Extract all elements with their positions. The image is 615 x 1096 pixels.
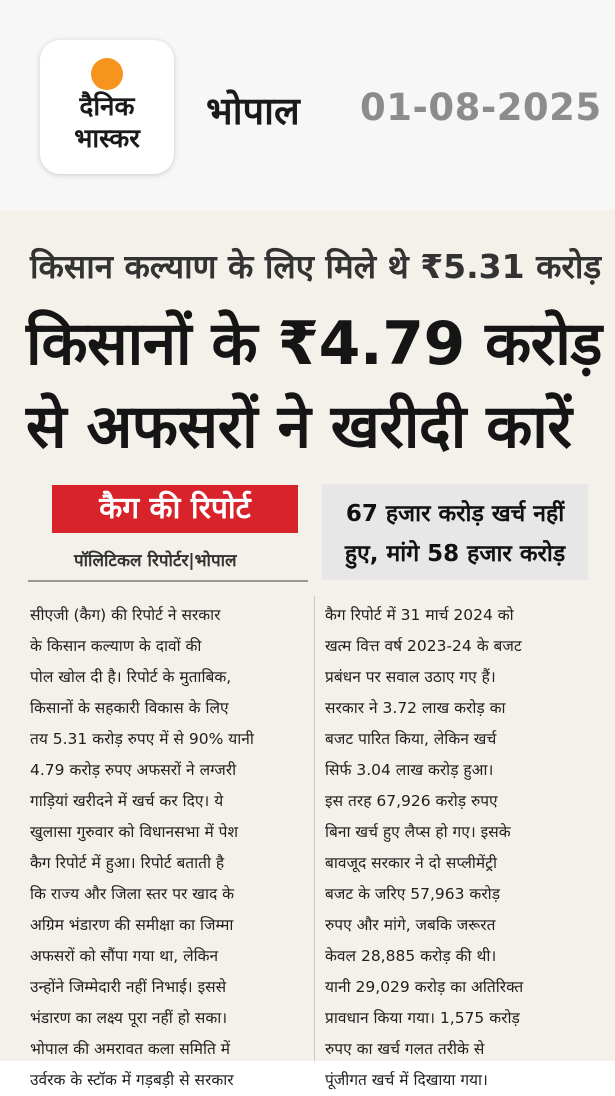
body-text-line: सिर्फ 3.04 लाख करोड़ हुआ। [325, 761, 494, 779]
sidebox-line-2: हुए, मांगे 58 हजार करोड़ [344, 541, 566, 567]
body-text-line: रुपए का खर्च गलत तरीके से [325, 1040, 485, 1058]
byline-rule [28, 580, 308, 582]
body-text-line: केवल 28,885 करोड़ की थी। [325, 947, 497, 965]
column-divider [314, 596, 315, 1061]
body-text-line: खत्म वित्त वर्ष 2023-24 के बजट [325, 637, 522, 655]
body-text-line: भोपाल की अमरावत कला समिति में [30, 1040, 231, 1058]
body-text-line: बजट के जरिए 57,963 करोड़ [325, 885, 500, 903]
body-text-line: खुलासा गुरुवार को विधानसभा में पेश [30, 823, 239, 841]
article-column-1 [30, 600, 308, 1096]
dainik-bhaskar-logo[interactable] [40, 40, 174, 174]
body-text-line: भंडारण का लक्ष्य पूरा नहीं हो सका। [30, 1009, 228, 1027]
body-text-line: बावजूद सरकार ने दो सप्लीमेंट्री [325, 854, 497, 872]
edition-city: भोपाल [206, 89, 300, 133]
body-text-line: तय 5.31 करोड़ रुपए में से 90% यानी [30, 730, 254, 748]
body-text-line: बजट पारित किया, लेकिन खर्च [325, 730, 497, 748]
byline: पॉलिटिकल रिपोर्टर|भोपाल [74, 551, 237, 571]
body-text-line: सरकार ने 3.72 लाख करोड़ का [325, 699, 506, 717]
body-text-line: अफसरों को सौंपा गया था, लेकिन [30, 947, 219, 965]
edition-date: 01-08-2025 [360, 86, 602, 129]
report-tag: कैग की रिपोर्ट [52, 485, 298, 533]
article-column-2 [325, 600, 590, 1096]
body-text-line: कैग रिपोर्ट में 31 मार्च 2024 को [325, 606, 514, 624]
body-text-line: प्रावधान किया गया। 1,575 करोड़ [325, 1009, 520, 1027]
body-text-line: प्रबंधन पर सवाल उठाए गए हैं। [325, 668, 496, 686]
body-text-line: 4.79 करोड़ रुपए अफसरों ने लग्जरी [30, 761, 237, 779]
headline-line-1: किसानों के ₹4.79 करोड़ [26, 309, 602, 379]
body-text-line: अग्रिम भंडारण की समीक्षा का जिम्मा [30, 916, 234, 934]
logo-text-line1: दैनिक [79, 92, 135, 122]
body-text-line: के किसान कल्याण के दावों की [30, 637, 202, 655]
sidebox-line-1: 67 हजार करोड़ खर्च नहीं [345, 501, 565, 527]
body-text-line: यानी 29,029 करोड़ का अतिरिक्त [325, 978, 524, 996]
logo-sun-icon [91, 58, 123, 90]
headline-line-2: से अफसरों ने खरीदी कारें [26, 392, 572, 462]
body-text-line: सीएजी (कैग) की रिपोर्ट ने सरकार [30, 606, 221, 624]
body-text-line: गाड़ियां खरीदने में खर्च कर दिए। ये [30, 792, 224, 810]
body-text-line: बिना खर्च हुए लैप्स हो गए। इसके [325, 823, 511, 841]
body-text-line: पोल खोल दी है। रिपोर्ट के मुताबिक, [30, 668, 232, 686]
body-text-line: कैग रिपोर्ट में हुआ। रिपोर्ट बताती है [30, 854, 225, 872]
logo-text-line2: भास्कर [74, 124, 140, 154]
body-text-line: कि राज्य और जिला स्तर पर खाद के [30, 885, 235, 903]
body-text-line: रुपए और मांगे, जबकि जरूरत [325, 916, 496, 934]
body-text-line: उन्होंने जिम्मेदारी नहीं निभाई। इससे [30, 978, 227, 996]
sidebox-headline [322, 484, 588, 580]
body-text-line: उर्वरक के स्टॉक में गड़बड़ी से सरकार [30, 1071, 234, 1089]
body-text-line: इस तरह 67,926 करोड़ रुपए [325, 792, 498, 810]
body-text-line: पूंजीगत खर्च में दिखाया गया। [325, 1071, 488, 1089]
body-text-line: किसानों के सहकारी विकास के लिए [30, 699, 229, 717]
article-kicker: किसान कल्याण के लिए मिले थे ₹5.31 करोड़ [30, 247, 602, 286]
